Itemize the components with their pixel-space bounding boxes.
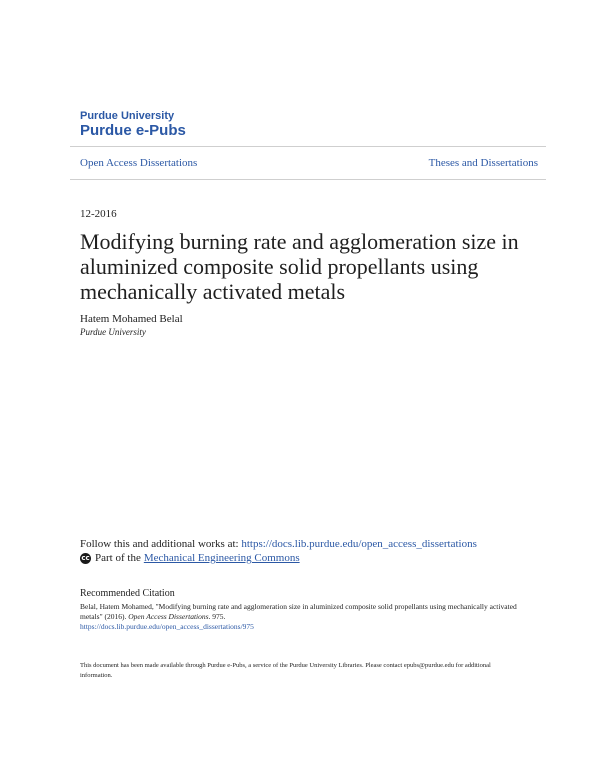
university-name: Purdue University [80,110,175,122]
citation-text [80,602,520,632]
citation-body: Belal, Hatem Mohamed, "Modifying burning rate and agglomeration size in aluminized composite solid propellants using mechanically activated metals" (2016). [80,602,517,621]
document-title: Modifying burning rate and agglomeration size in aluminized composite solid propellants using mechanically activated metals [80,229,519,304]
part-of-prefix: Part of the [95,552,141,564]
citation-url-link[interactable]: https://docs.lib.purdue.edu/open_access_dissertations/975 [80,622,254,631]
mechanical-engineering-commons-link[interactable]: Mechanical Engineering Commons [143,552,300,564]
open-access-dissertations-link[interactable]: Open Access Dissertations [80,157,198,169]
theses-and-dissertations-link[interactable]: Theses and Dissertations [428,157,538,169]
citation-number: . 975. [208,612,226,621]
part-of-line [80,552,300,564]
repository-name: Purdue e-Pubs [80,122,186,139]
author-affiliation: Purdue University [80,327,146,337]
availability-notice: This document has been made available through Purdue e-Pubs, a service of the Purdue University Libraries. Please contact epubs@purdue.edu for additional information. [80,662,491,679]
recommended-citation-heading: Recommended Citation [80,588,175,599]
author-name: Hatem Mohamed Belal [80,313,183,325]
publication-date: 12-2016 [80,208,117,220]
header-divider-bottom [70,179,546,180]
follow-line [80,538,477,550]
header-divider-top [70,146,546,147]
creative-commons-icon: cc [81,554,90,562]
follow-url-link[interactable]: https://docs.lib.purdue.edu/open_access_dissertations [241,538,477,550]
citation-journal: Open Access Dissertations [128,612,209,621]
follow-prefix: Follow this and additional works at: [80,538,242,550]
